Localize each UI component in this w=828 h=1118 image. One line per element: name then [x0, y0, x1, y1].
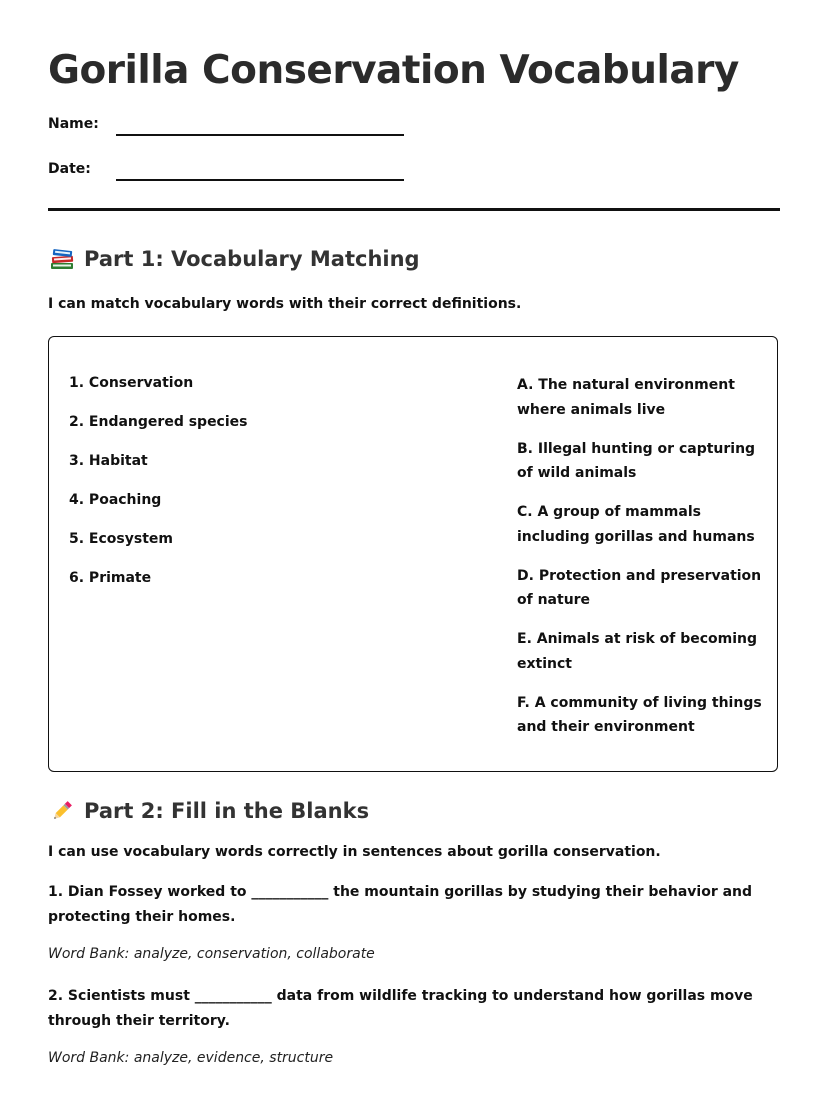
part2-heading: Part 2: Fill in the Blanks [84, 799, 370, 823]
definition-item: D. Protection and preservation of nature [517, 567, 762, 608]
term-item: 5. Ecosystem [69, 531, 173, 547]
part1-heading: Part 1: Vocabulary Matching [84, 247, 420, 271]
definitions-list [517, 373, 767, 754]
date-label: Date: [48, 161, 91, 177]
worksheet-page [48, 44, 780, 1068]
name-label: Name: [48, 116, 99, 132]
term-item: 6. Primate [69, 570, 152, 586]
matching-box [48, 336, 778, 772]
name-line[interactable] [116, 134, 404, 136]
name-field-row [48, 114, 780, 159]
word-bank-1: Word Bank: analyze, conservation, collaborate [48, 946, 375, 962]
definition-item: B. Illegal hunting or capturing of wild animals [517, 440, 756, 481]
part2-objective: I can use vocabulary words correctly in sentences about gorilla conservation. [48, 844, 661, 860]
vocabulary-terms-list [69, 373, 248, 607]
part1-objective: I can match vocabulary words with their correct definitions. [48, 296, 522, 312]
part1-heading-row [48, 244, 780, 274]
definition-item: E. Animals at risk of becoming extinct [517, 631, 758, 672]
term-item: 4. Poaching [69, 492, 162, 508]
question-2: 2. Scientists must ___________ data from wildlife tracking to understand how gorillas move through their territory. [48, 988, 753, 1029]
definition-item: C. A group of mammals including gorillas and humans [517, 504, 755, 545]
question-1: 1. Dian Fossey worked to ___________ the mountain gorillas by studying their behavior and protecting their homes. [48, 884, 753, 925]
part2-heading-row [48, 796, 780, 826]
definition-item: A. The natural environment where animals live [517, 377, 735, 418]
books-icon [48, 246, 75, 272]
pencil-icon [48, 798, 75, 824]
term-item: 2. Endangered species [69, 414, 248, 430]
word-bank-2: Word Bank: analyze, evidence, structure [48, 1050, 334, 1066]
term-item: 3. Habitat [69, 453, 148, 469]
definition-item: F. A community of living things and their environment [517, 694, 762, 735]
page-title: Gorilla Conservation Vocabulary [48, 48, 739, 93]
date-field-row [48, 159, 780, 204]
date-line[interactable] [116, 179, 404, 181]
term-item: 1. Conservation [69, 375, 194, 391]
